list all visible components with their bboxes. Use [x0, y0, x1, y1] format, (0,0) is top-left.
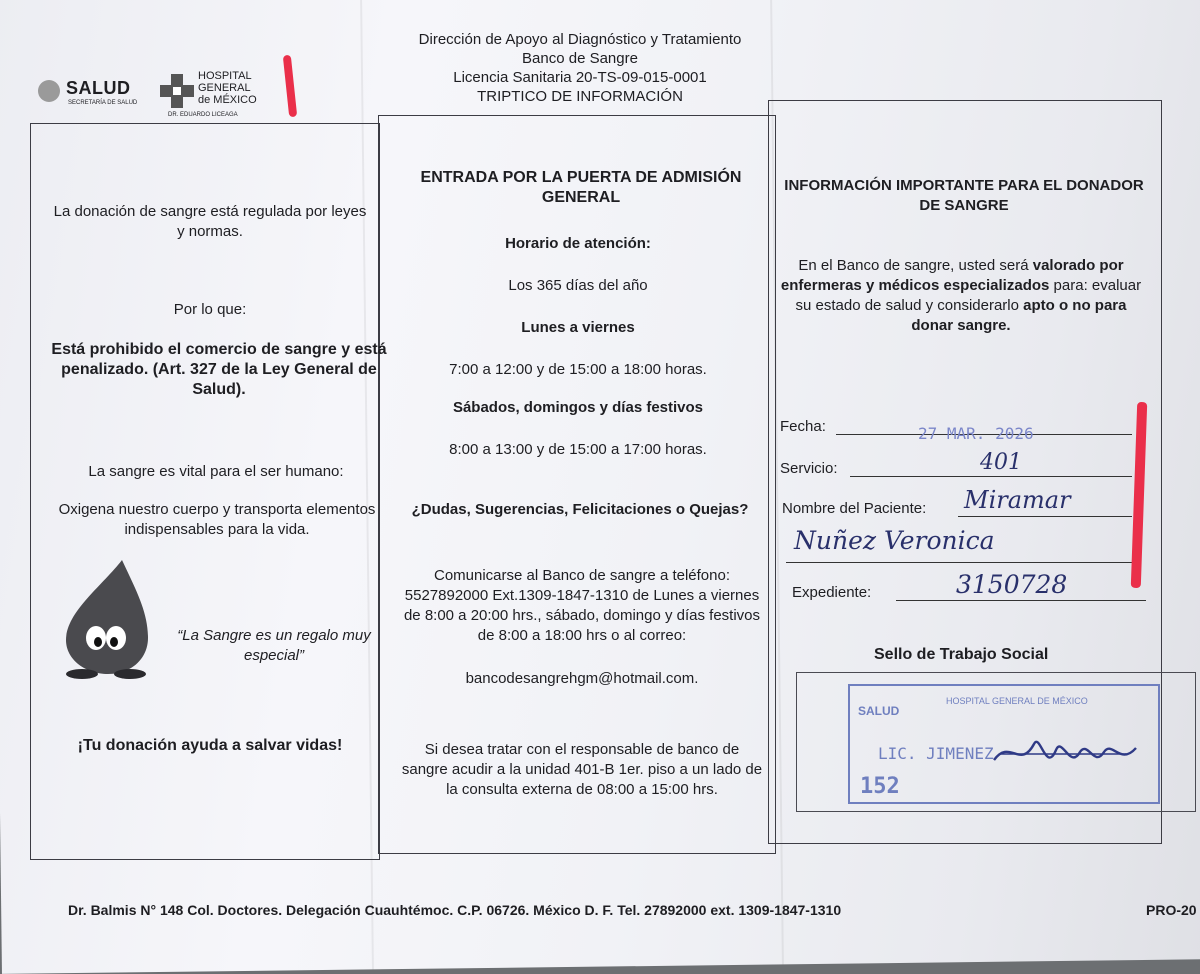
intro-d: apto o no para donar sangre.	[911, 297, 1127, 334]
paciente-value-1: Miramar	[964, 486, 1071, 514]
hours-weekend: Sábados, domingos y días festivos	[452, 399, 704, 416]
fecha-stamp: 27 MAR. 2026	[918, 424, 1034, 443]
contact-email: bancodesangrehgm@hotmail.com.	[465, 670, 699, 687]
hospital-line1: HOSPITAL	[198, 70, 252, 82]
hospital-line2: GENERAL	[198, 82, 251, 94]
hours-weekend-times: 8:00 a 13:00 y de 15:00 a 17:00 horas.	[449, 441, 707, 458]
expediente-line	[896, 600, 1146, 601]
stamp-number: 152	[860, 774, 900, 799]
salud-sub: SECRETARÍA DE SALUD	[68, 100, 138, 106]
eagle-emblem-icon	[38, 80, 60, 102]
social-work-stamp	[848, 684, 1160, 804]
expediente-value: 3150728	[956, 570, 1068, 599]
paciente-label: Nombre del Paciente:	[782, 500, 927, 517]
hospital-cross-icon	[160, 74, 194, 108]
hours-days: Los 365 días del año	[508, 277, 648, 294]
stamp-hospital: HOSPITAL GENERAL DE MÉXICO	[946, 696, 1088, 706]
hours-weekdays: Lunes a viernes	[521, 319, 635, 336]
signature-icon	[990, 730, 1140, 776]
footer-code: PRO-20	[1146, 902, 1197, 918]
mascot-quote: “La Sangre es un regalo muy especial”	[177, 627, 371, 664]
servicio-label: Servicio:	[780, 460, 838, 477]
hospital-sub: DR. EDUARDO LICEAGA	[168, 112, 238, 118]
servicio-line	[850, 476, 1132, 477]
header-line2: Banco de Sangre	[522, 50, 638, 67]
expediente-label: Expediente:	[792, 584, 872, 601]
doubts-heading: ¿Dudas, Sugerencias, Felicitaciones o Quejas?	[411, 501, 749, 518]
left-p2: Por lo que:	[173, 301, 247, 318]
servicio-value: 401	[980, 450, 1022, 475]
blood-drop-mascot-icon	[52, 556, 156, 680]
right-title: INFORMACIÓN IMPORTANTE PARA EL DONADOR DE SANGRE	[784, 177, 1144, 214]
left-p4: La sangre es vital para el ser humano:	[88, 463, 344, 480]
header-logos	[38, 70, 268, 130]
middle-title: ENTRADA POR LA PUERTA DE ADMISIÓN GENERAL	[420, 169, 742, 206]
intro-c: para: evaluar su estado de salud y considerarlo	[795, 277, 1142, 314]
header-line3: Licencia Sanitaria 20-TS-09-015-0001	[453, 69, 707, 86]
right-intro	[774, 256, 1148, 336]
stamp-name: LIC. JIMENEZ	[878, 744, 994, 763]
salud-logo: SALUD	[66, 78, 131, 98]
intro-a: En el Banco de sangre, usted será	[798, 257, 1033, 274]
header-line1: Dirección de Apoyo al Diagnóstico y Tratamiento	[418, 31, 742, 48]
paciente-line	[958, 516, 1132, 517]
footer-address: Dr. Balmis N° 148 Col. Doctores. Delegación Cuauhtémoc. C.P. 06726. México D. F. Tel. 27892000 ext. 1309-1847-1310	[68, 902, 842, 918]
hours-title: Horario de atención:	[505, 235, 651, 252]
hospital-line3: de MÉXICO	[198, 94, 257, 106]
fecha-label: Fecha:	[780, 418, 826, 435]
intro-b: valorado por enfermeras y médicos especializados	[780, 257, 1124, 294]
paciente-line-2	[786, 562, 1134, 563]
responsible-text: Si desea tratar con el responsable de banco de sangre acudir a la unidad 401-B 1er. piso a un lado de la consulta externa de 08:00 a 15:00 hrs.	[401, 741, 763, 798]
header-title-block	[380, 30, 780, 106]
contact-text: Comunicarse al Banco de sangre a teléfono: 5527892000 Ext.1309-1847-1310 de Lunes a viernes de 8:00 a 20:00 hrs., sábado, domingo y días festivos de 8:00 a 18:00 hrs o al correo:	[403, 567, 761, 644]
header-line4: TRIPTICO DE INFORMACIÓN	[477, 88, 683, 105]
left-p1: La donación de sangre está regulada por leyes y normas.	[53, 203, 367, 240]
left-p6: ¡Tu donación ayuda a salvar vidas!	[77, 737, 343, 754]
paciente-value-2: Nuñez Veronica	[794, 526, 995, 555]
left-p3: Está prohibido el comercio de sangre y está penalizado. (Art. 327 de la Ley General de Salud).	[51, 341, 387, 398]
left-p5: Oxigena nuestro cuerpo y transporta elementos indispensables para la vida.	[58, 501, 376, 538]
hospital-name	[198, 70, 257, 106]
sello-label: Sello de Trabajo Social	[874, 646, 1049, 663]
hours-weekday-times: 7:00 a 12:00 y de 15:00 a 18:00 horas.	[449, 361, 707, 378]
stamp-salud: SALUD	[858, 704, 900, 718]
